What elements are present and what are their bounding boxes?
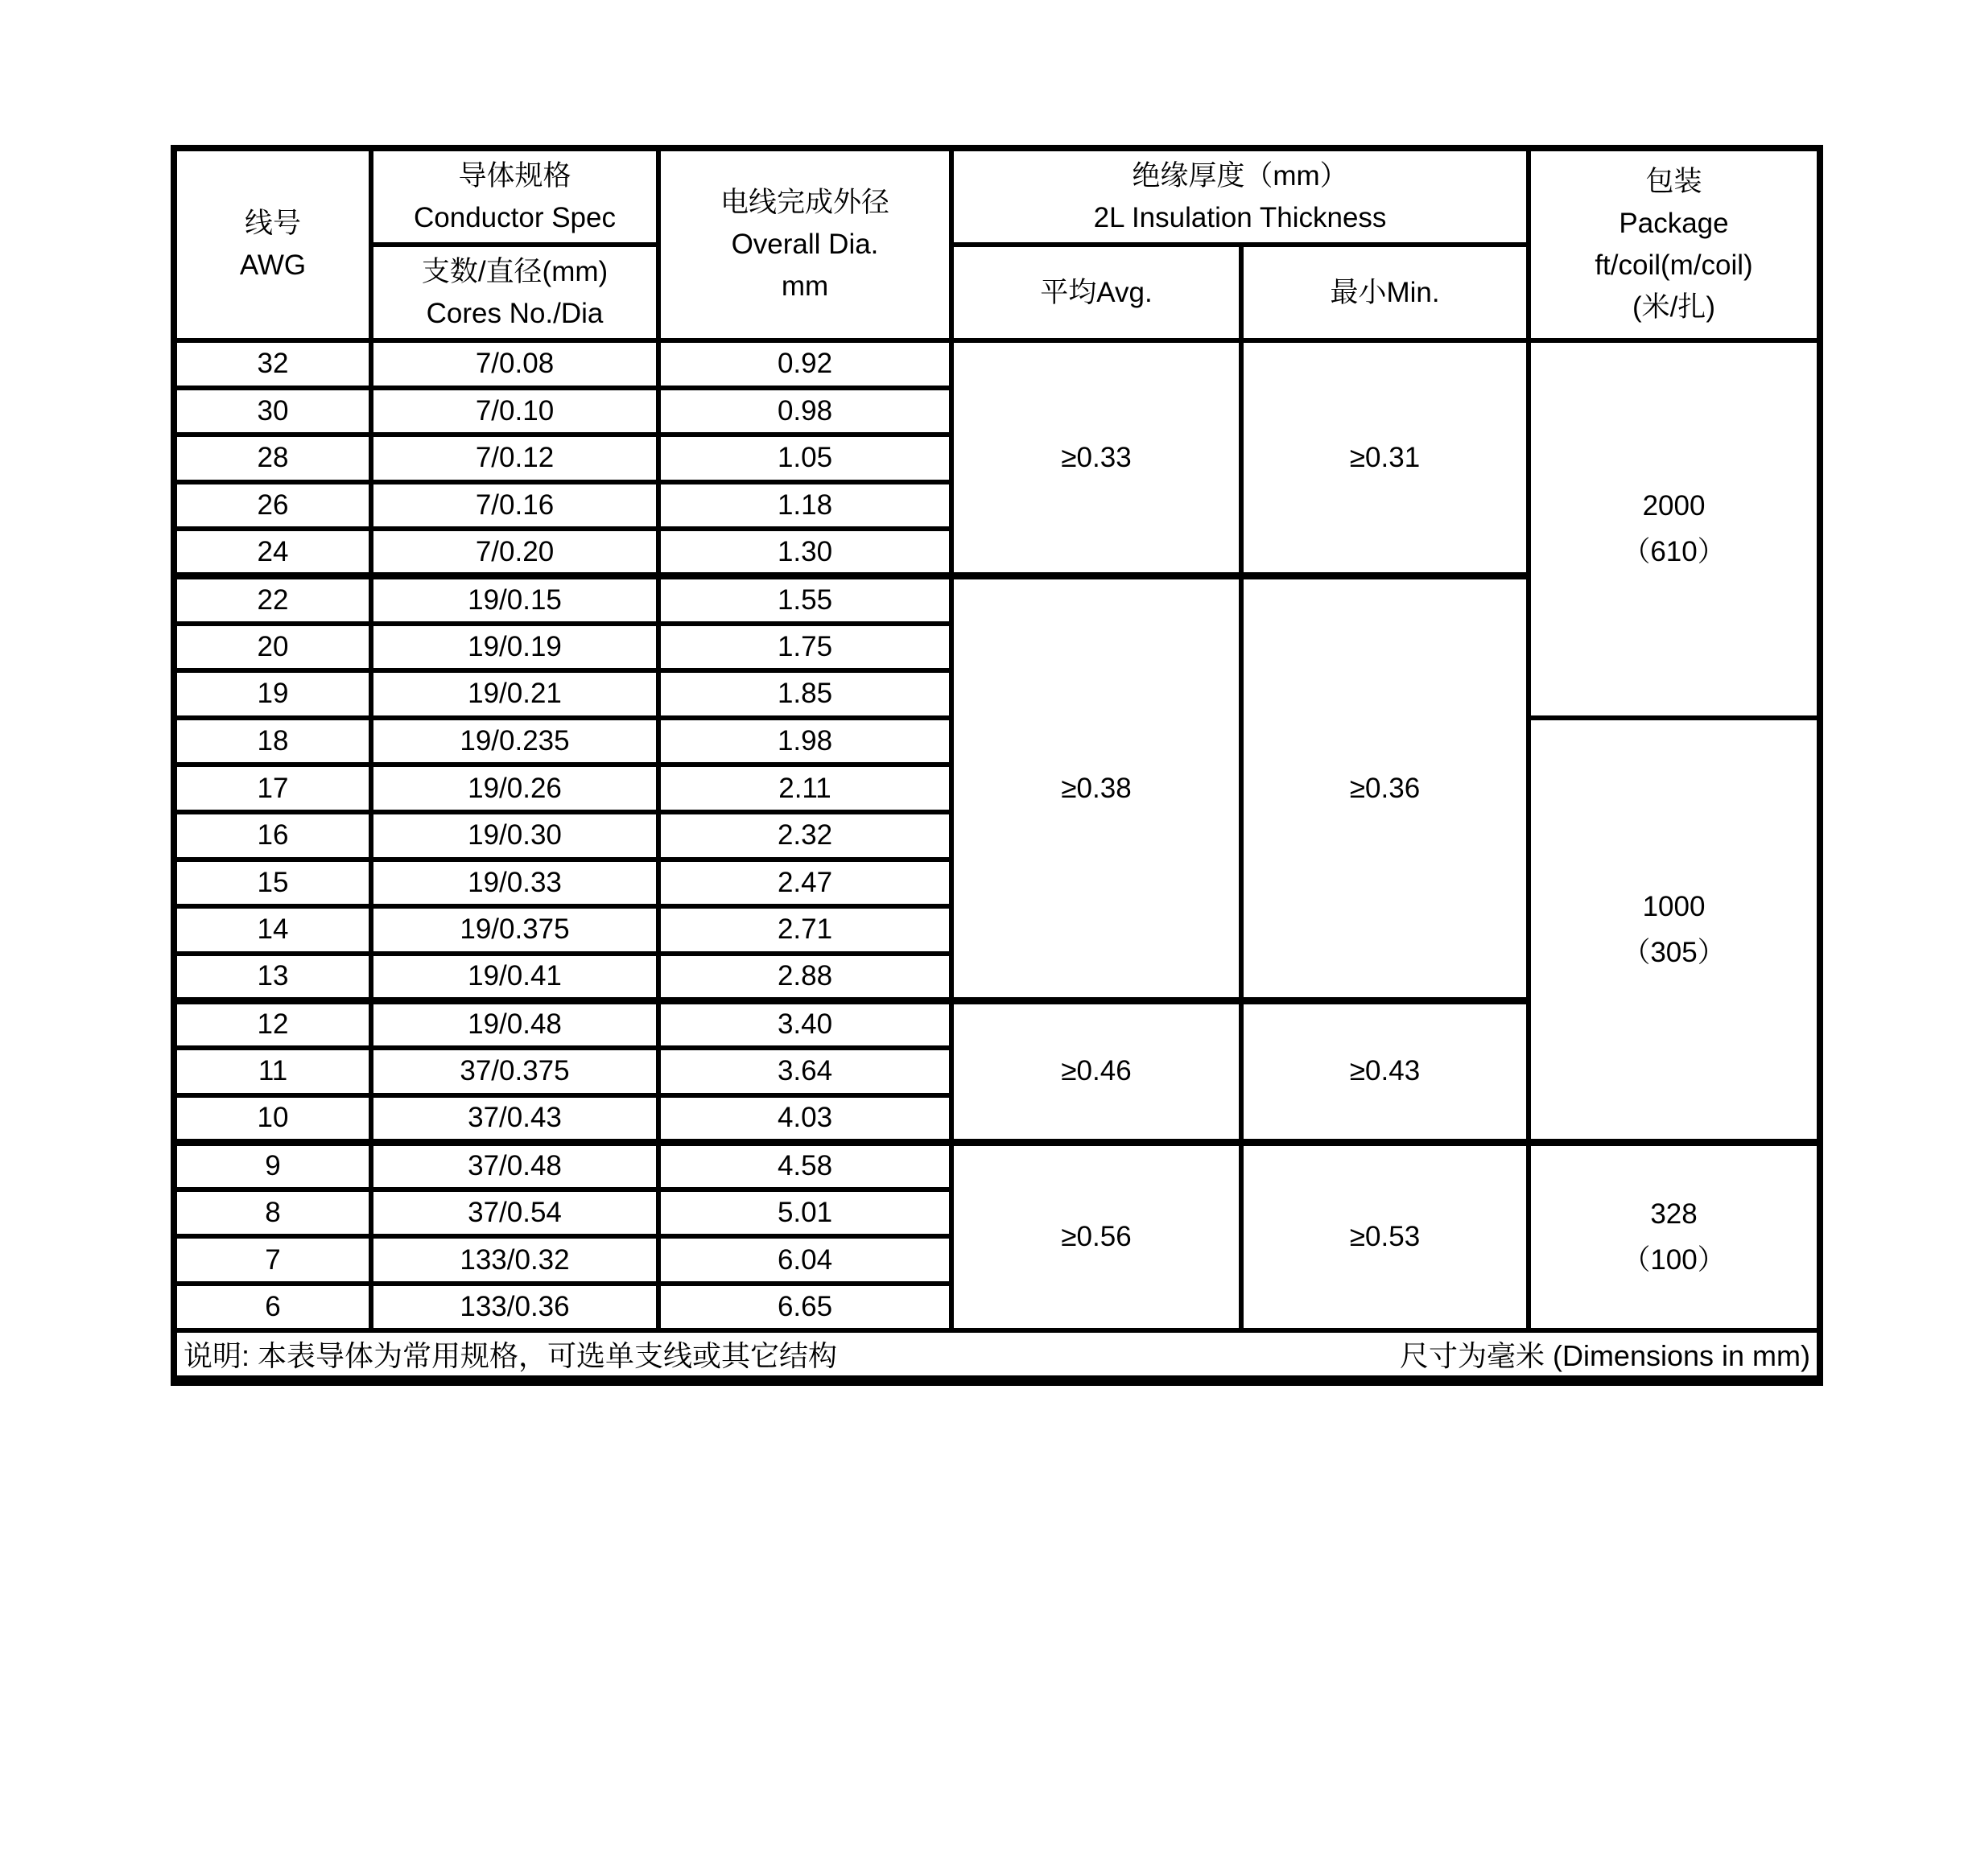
- package-group-cell: [1529, 718, 1820, 1142]
- spec-cell: 19/0.19: [371, 624, 658, 671]
- awg-cell: 30: [174, 388, 371, 435]
- dia-cell: 4.58: [658, 1142, 951, 1190]
- avg-group-cell: ≥0.56: [951, 1142, 1241, 1330]
- header-avg: 平均Avg.: [951, 245, 1241, 340]
- header-conductor-sub-en: Cores No./Dia: [426, 297, 604, 329]
- package-group-cell: [1529, 1142, 1820, 1330]
- package-alt: （305）: [1622, 936, 1726, 968]
- awg-cell: 12: [174, 1000, 371, 1048]
- awg-cell: 24: [174, 529, 371, 576]
- dia-cell: 1.18: [658, 482, 951, 530]
- dia-cell: 2.47: [658, 860, 951, 907]
- header-conductor-zh: 导体规格: [458, 159, 571, 192]
- package-alt: （610）: [1622, 536, 1726, 568]
- header-awg-zh: 线号: [244, 208, 301, 239]
- spec-cell: 37/0.43: [371, 1095, 658, 1143]
- header-min: 最小Min.: [1241, 245, 1529, 340]
- package-qty: 1000: [1642, 890, 1706, 922]
- header-awg-en: AWG: [239, 249, 307, 281]
- spec-cell: 19/0.15: [371, 576, 658, 624]
- header-overall-dia-en: Overall Dia.: [731, 229, 879, 260]
- spec-cell: 19/0.21: [371, 670, 658, 718]
- awg-cell: 10: [174, 1095, 371, 1143]
- awg-cell: 15: [174, 860, 371, 907]
- spec-cell: 37/0.48: [371, 1142, 658, 1190]
- dia-cell: 1.75: [658, 624, 951, 671]
- spec-cell: 133/0.32: [371, 1236, 658, 1284]
- header-insulation: [951, 148, 1529, 245]
- awg-cell: 13: [174, 954, 371, 1001]
- awg-cell: 9: [174, 1142, 371, 1190]
- header-package-mizha: (米/扎): [1632, 291, 1716, 323]
- header-overall-dia: [658, 148, 951, 340]
- package-qty: 328: [1650, 1198, 1698, 1231]
- dia-cell: 1.98: [658, 718, 951, 765]
- footer-cell: [174, 1330, 1820, 1380]
- awg-cell: 18: [174, 718, 371, 765]
- spec-cell: 7/0.20: [371, 529, 658, 576]
- dia-cell: 5.01: [658, 1190, 951, 1237]
- min-group-cell: ≥0.36: [1241, 576, 1529, 1000]
- table-row: [174, 1142, 1820, 1190]
- spec-cell: 19/0.375: [371, 906, 658, 954]
- header-package-ftcoil: ft/coil(m/coil): [1595, 249, 1753, 281]
- spec-cell: 19/0.26: [371, 765, 658, 812]
- header-package-en: Package: [1619, 208, 1729, 239]
- spec-cell: 37/0.375: [371, 1048, 658, 1095]
- spec-cell: 19/0.235: [371, 718, 658, 765]
- dia-cell: 3.40: [658, 1000, 951, 1048]
- spec-cell: 7/0.08: [371, 340, 658, 388]
- footer-row: [174, 1330, 1820, 1380]
- dia-cell: 4.03: [658, 1095, 951, 1143]
- header-conductor-sub-zh: 支数/直径(mm): [421, 255, 609, 287]
- header-package: [1529, 148, 1820, 340]
- dia-cell: 1.85: [658, 670, 951, 718]
- package-qty: 2000: [1642, 490, 1706, 522]
- dia-cell: 6.04: [658, 1236, 951, 1284]
- avg-group-cell: ≥0.38: [951, 576, 1241, 1000]
- awg-cell: 14: [174, 906, 371, 954]
- dia-cell: 1.55: [658, 576, 951, 624]
- dia-cell: 2.71: [658, 906, 951, 954]
- header-awg: [174, 148, 371, 340]
- dia-cell: 3.64: [658, 1048, 951, 1095]
- dia-cell: 2.88: [658, 954, 951, 1001]
- min-group-cell: ≥0.43: [1241, 1000, 1529, 1142]
- awg-cell: 19: [174, 670, 371, 718]
- header-conductor-en: Conductor Spec: [414, 201, 616, 233]
- header-package-zh: 包装: [1645, 166, 1702, 197]
- spec-cell: 37/0.54: [371, 1190, 658, 1237]
- dia-cell: 1.30: [658, 529, 951, 576]
- awg-cell: 22: [174, 576, 371, 624]
- header-overall-dia-unit: mm: [781, 270, 829, 302]
- dia-cell: 0.92: [658, 340, 951, 388]
- awg-cell: 28: [174, 435, 371, 482]
- awg-cell: 17: [174, 765, 371, 812]
- awg-cell: 7: [174, 1236, 371, 1284]
- spec-cell: 19/0.30: [371, 812, 658, 860]
- header-insulation-en: 2L Insulation Thickness: [1093, 201, 1387, 233]
- footer-dimensions: 尺寸为毫米 (Dimensions in mm): [1399, 1339, 1811, 1373]
- spec-cell: 7/0.10: [371, 388, 658, 435]
- spec-cell: 19/0.41: [371, 954, 658, 1001]
- min-group-cell: ≥0.53: [1241, 1142, 1529, 1330]
- spec-cell: 19/0.48: [371, 1000, 658, 1048]
- dia-cell: 1.05: [658, 435, 951, 482]
- spec-cell: 7/0.16: [371, 482, 658, 530]
- header-insulation-zh: 绝缘厚度（mm）: [1132, 159, 1348, 192]
- wire-spec-table: [171, 145, 1823, 1386]
- awg-cell: 8: [174, 1190, 371, 1237]
- header-conductor: [371, 148, 658, 245]
- awg-cell: 6: [174, 1284, 371, 1331]
- avg-group-cell: ≥0.33: [951, 340, 1241, 576]
- header-row-1: [174, 148, 1820, 245]
- awg-cell: 26: [174, 482, 371, 530]
- min-group-cell: ≥0.31: [1241, 340, 1529, 576]
- package-alt: （100）: [1622, 1244, 1726, 1276]
- awg-cell: 32: [174, 340, 371, 388]
- package-group-cell: [1529, 340, 1820, 718]
- header-overall-dia-zh: 电线完成外径: [720, 187, 889, 218]
- awg-cell: 20: [174, 624, 371, 671]
- header-conductor-sub: [371, 245, 658, 340]
- spec-cell: 133/0.36: [371, 1284, 658, 1331]
- awg-cell: 16: [174, 812, 371, 860]
- dia-cell: 6.65: [658, 1284, 951, 1331]
- spec-cell: 7/0.12: [371, 435, 658, 482]
- awg-cell: 11: [174, 1048, 371, 1095]
- dia-cell: 2.11: [658, 765, 951, 812]
- footer-note: 说明: 本表导体为常用规格，可选单支线或其它结构: [184, 1339, 838, 1373]
- avg-group-cell: ≥0.46: [951, 1000, 1241, 1142]
- dia-cell: 2.32: [658, 812, 951, 860]
- table-row: [174, 340, 1820, 388]
- dia-cell: 0.98: [658, 388, 951, 435]
- spec-cell: 19/0.33: [371, 860, 658, 907]
